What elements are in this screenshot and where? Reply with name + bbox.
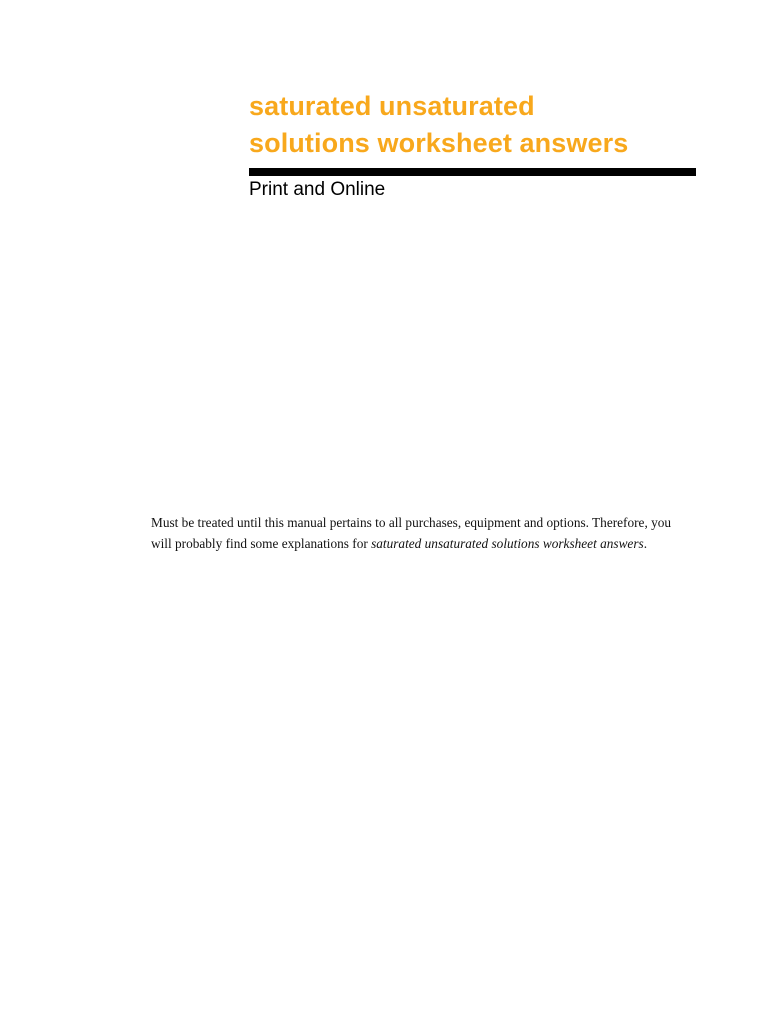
body-line-2-prefix: will probably find some explanations for (151, 536, 372, 551)
title-line-1: saturated unsaturated (249, 91, 535, 121)
document-title (249, 88, 699, 162)
title-divider (249, 168, 696, 176)
title-line-2: solutions worksheet answers (249, 128, 629, 158)
body-line-2-suffix: . (643, 536, 648, 551)
body-paragraph (151, 512, 691, 554)
body-line-2-italic: saturated unsaturated solutions worksheet answers (371, 536, 644, 551)
body-line-1: Must be treated until this manual pertains to all purchases, equipment and options. Therefore, you (151, 515, 672, 530)
document-subtitle: Print and Online (249, 179, 386, 200)
